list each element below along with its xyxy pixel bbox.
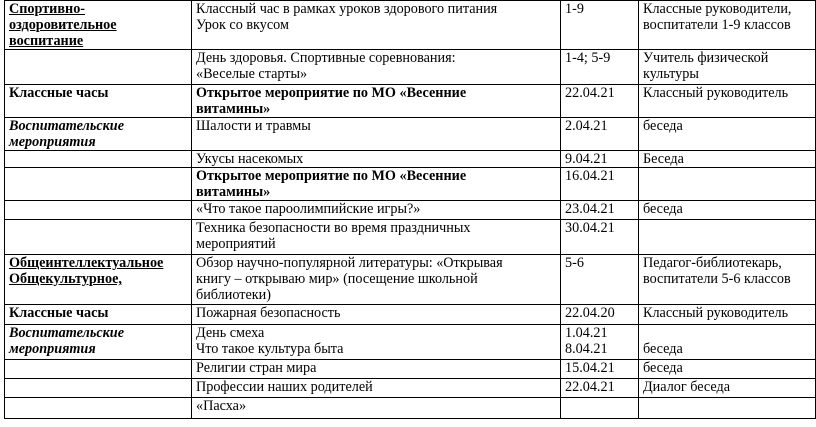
- table-row: [5, 360, 816, 379]
- responsible-cell: [639, 168, 816, 201]
- event-text: Классный час в рамках уроков здорового питания: [196, 1, 498, 17]
- responsible-text: Классные руководители,: [643, 1, 792, 17]
- event-cell: [192, 85, 561, 118]
- category-text: Общеинтеллектуальное: [9, 255, 164, 271]
- event-text: витамины»: [196, 184, 271, 200]
- table-row: [5, 118, 816, 151]
- date-text: 1.04.21: [565, 325, 608, 341]
- event-cell: [192, 50, 561, 85]
- event-text: Религии стран мира: [196, 360, 317, 376]
- responsible-cell: [639, 118, 816, 151]
- date-text: 9.04.21: [565, 151, 608, 167]
- event-text: Открытое мероприятие по МО «Весенние: [196, 168, 467, 184]
- date-cell: [561, 201, 639, 220]
- responsible-cell: [639, 325, 816, 360]
- date-text: 23.04.21: [565, 201, 615, 217]
- event-text: Укусы насекомых: [196, 151, 304, 167]
- date-text: 15.04.21: [565, 360, 615, 376]
- responsible-text: Беседа: [643, 151, 684, 167]
- date-cell: [561, 379, 639, 398]
- table-row: [5, 220, 816, 255]
- date-cell: [561, 325, 639, 360]
- category-cell: [5, 360, 192, 379]
- responsible-cell: [639, 305, 816, 325]
- date-cell: [561, 151, 639, 168]
- event-text: Профессии наших родителей: [196, 379, 373, 395]
- date-text: 1-9: [565, 1, 584, 17]
- date-cell: [561, 220, 639, 255]
- event-text: Открытое мероприятие по МО «Весенние: [196, 85, 467, 101]
- category-text: оздоровительное: [9, 17, 117, 33]
- table-row: [5, 305, 816, 325]
- table-row: [5, 255, 816, 305]
- category-text: Классные часы: [9, 305, 109, 321]
- responsible-text: Диалог беседа: [643, 379, 731, 395]
- table-row: [5, 201, 816, 220]
- event-cell: [192, 379, 561, 398]
- event-text: «Веселые старты»: [196, 66, 308, 82]
- category-cell: [5, 305, 192, 325]
- event-text: Пожарная безопасность: [196, 305, 341, 321]
- responsible-text: беседа: [643, 201, 683, 217]
- category-cell: [5, 325, 192, 360]
- plan-table-body: [5, 1, 816, 419]
- date-text: 1-4; 5-9: [565, 50, 611, 66]
- date-text: 22.04.21: [565, 379, 615, 395]
- event-cell: [192, 360, 561, 379]
- event-cell: [192, 201, 561, 220]
- event-cell: [192, 168, 561, 201]
- category-cell: [5, 1, 192, 50]
- date-text: 16.04.21: [565, 168, 615, 184]
- event-text: День здоровья. Спортивные соревнования:: [196, 50, 456, 66]
- responsible-text: Классный руководитель: [643, 305, 789, 321]
- event-cell: [192, 151, 561, 168]
- responsible-text: [643, 325, 811, 341]
- date-cell: [561, 85, 639, 118]
- responsible-cell: [639, 379, 816, 398]
- category-cell: [5, 255, 192, 305]
- event-text: Техника безопасности во время праздничных: [196, 220, 471, 236]
- date-text: 8.04.21: [565, 341, 608, 357]
- date-text: 5-6: [565, 255, 584, 271]
- event-text: Шалости и травмы: [196, 118, 311, 134]
- category-cell: [5, 85, 192, 118]
- event-text: Урок со вкусом: [196, 17, 289, 33]
- date-text: 22.04.20: [565, 305, 615, 321]
- event-cell: [192, 325, 561, 360]
- event-text: мероприятий: [196, 236, 276, 252]
- date-text: 2.04.21: [565, 118, 608, 134]
- category-text: Общекультурное,: [9, 271, 122, 287]
- event-text: Что такое культура быта: [196, 341, 344, 357]
- responsible-text: Педагог-библиотекарь,: [643, 255, 782, 271]
- table-row: [5, 325, 816, 360]
- category-text: мероприятия: [9, 341, 96, 357]
- event-text: «Что такое пароолимпийские игры?»: [196, 201, 421, 217]
- responsible-cell: [639, 50, 816, 85]
- date-cell: [561, 1, 639, 50]
- event-cell: [192, 305, 561, 325]
- category-cell: [5, 220, 192, 255]
- event-text: День смеха: [196, 325, 265, 341]
- responsible-cell: [639, 201, 816, 220]
- responsible-cell: [639, 360, 816, 379]
- event-text: «Пасха»: [196, 398, 247, 414]
- category-text: Спортивно-: [9, 1, 86, 17]
- category-text: мероприятия: [9, 134, 96, 150]
- table-row: [5, 1, 816, 50]
- date-cell: [561, 50, 639, 85]
- category-text: воспитание: [9, 33, 84, 49]
- event-text: книгу – открываю мир» (посещение школьной: [196, 271, 478, 287]
- date-cell: [561, 118, 639, 151]
- responsible-text: воспитатели 5-6 классов: [643, 271, 791, 287]
- date-text: 30.04.21: [565, 220, 615, 236]
- responsible-text: Классный руководитель: [643, 85, 789, 101]
- category-cell: [5, 398, 192, 419]
- table-row: [5, 50, 816, 85]
- responsible-text: беседа: [643, 341, 683, 357]
- category-cell: [5, 151, 192, 168]
- date-cell: [561, 305, 639, 325]
- table-row: [5, 398, 816, 419]
- category-cell: [5, 379, 192, 398]
- responsible-cell: [639, 151, 816, 168]
- category-text: Классные часы: [9, 85, 109, 101]
- date-cell: [561, 255, 639, 305]
- responsible-text: беседа: [643, 118, 683, 134]
- plan-table: [4, 0, 816, 419]
- responsible-text: культуры: [643, 66, 699, 82]
- category-cell: [5, 201, 192, 220]
- responsible-text: Учитель физической: [643, 50, 769, 66]
- date-text: 22.04.21: [565, 85, 615, 101]
- table-row: [5, 85, 816, 118]
- responsible-cell: [639, 220, 816, 255]
- event-text: библиотеки): [196, 287, 271, 303]
- category-text: Воспитательские: [9, 325, 124, 341]
- category-cell: [5, 168, 192, 201]
- date-cell: [561, 398, 639, 419]
- event-cell: [192, 255, 561, 305]
- responsible-cell: [639, 398, 816, 419]
- table-row: [5, 379, 816, 398]
- event-text: Обзор научно-популярной литературы: «Открывая: [196, 255, 503, 271]
- table-row: [5, 151, 816, 168]
- table-row: [5, 168, 816, 201]
- responsible-text: воспитатели 1-9 классов: [643, 17, 791, 33]
- event-cell: [192, 118, 561, 151]
- date-cell: [561, 360, 639, 379]
- event-cell: [192, 1, 561, 50]
- responsible-cell: [639, 255, 816, 305]
- responsible-cell: [639, 85, 816, 118]
- category-text: Воспитательские: [9, 118, 124, 134]
- event-cell: [192, 398, 561, 419]
- event-cell: [192, 220, 561, 255]
- event-text: витамины»: [196, 101, 271, 117]
- responsible-text: беседа: [643, 360, 683, 376]
- category-cell: [5, 118, 192, 151]
- date-cell: [561, 168, 639, 201]
- category-cell: [5, 50, 192, 85]
- responsible-cell: [639, 1, 816, 50]
